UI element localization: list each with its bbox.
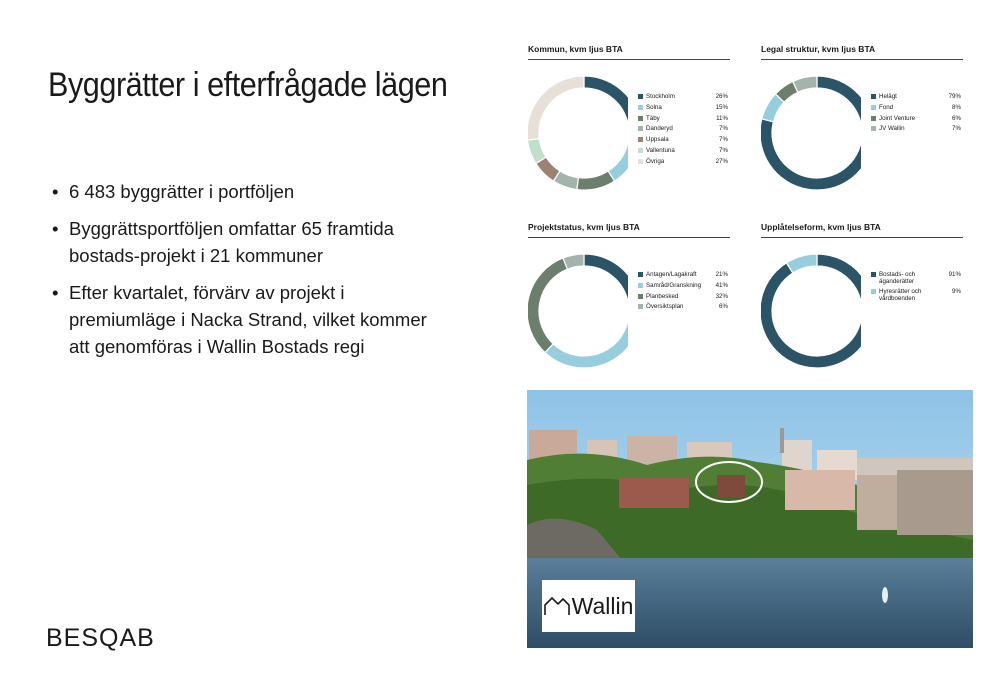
legend-label: Översiktsplan — [646, 303, 684, 311]
legend-label: Planbesked — [646, 292, 679, 300]
legend-entry — [871, 288, 961, 305]
legend-value: 7% — [719, 146, 728, 154]
legend-value: 11% — [716, 114, 728, 122]
chart-kommun — [528, 44, 730, 214]
legend-entry — [871, 271, 961, 288]
donut-slice-7 — [528, 76, 584, 140]
legend-value: 6% — [952, 114, 961, 122]
legend-entry — [871, 104, 961, 115]
legend-label: JV Wallin — [879, 125, 905, 133]
legend-swatch — [638, 94, 643, 99]
legend-swatch — [638, 126, 643, 131]
donut-slice-1 — [761, 254, 861, 368]
legend-entry — [638, 271, 728, 282]
chart-title: Kommun, kvm ljus BTA — [528, 44, 730, 60]
donut-chart — [528, 246, 628, 376]
legend-entry — [638, 282, 728, 293]
chart-title: Legal struktur, kvm ljus BTA — [761, 44, 963, 60]
page-title: Byggrätter i efterfrågade lägen — [48, 66, 448, 104]
legend-label: Hyresrätter och vårdboenden — [879, 288, 922, 302]
chart-legend — [871, 93, 961, 136]
house-outline-icon — [544, 596, 570, 616]
bullet-item: • Byggrättsportföljen omfattar 65 framtida bostads-projekt i 21 kommuner — [52, 215, 452, 269]
donut-slice-3 — [528, 258, 567, 353]
chart-legend — [638, 271, 728, 314]
besqab-logo: BESQAB — [46, 624, 155, 652]
donut-slice-1 — [584, 76, 628, 137]
chart-projektstatus — [528, 222, 730, 392]
legend-entry — [638, 147, 728, 158]
legend-value: 26% — [715, 93, 728, 100]
legend-value: 9% — [952, 288, 961, 295]
legend-value: 7% — [952, 125, 961, 133]
legend-swatch — [638, 304, 643, 309]
legend-label: Bostads- och äganderätter — [879, 271, 916, 285]
legend-label: Helägt — [879, 93, 897, 100]
legend-entry — [638, 104, 728, 115]
legend-label: Samråd/Granskning — [646, 281, 702, 289]
legend-label: Täby — [646, 114, 660, 122]
legend-entry — [638, 125, 728, 136]
legend-value: 7% — [719, 125, 728, 133]
legend-swatch — [871, 105, 876, 110]
legend-entry — [871, 93, 961, 104]
legend-value: 7% — [719, 136, 728, 144]
legend-value: 41% — [715, 281, 728, 289]
legend-entry — [871, 125, 961, 136]
nacka-strand-photo — [527, 390, 973, 648]
wallin-logo-text: Wallin — [571, 592, 634, 619]
donut-chart — [761, 246, 861, 376]
chart-legal-struktur — [761, 44, 963, 214]
legend-swatch — [871, 272, 876, 277]
legend-swatch — [638, 272, 643, 277]
legend-swatch — [638, 105, 643, 110]
legend-value: 27% — [715, 157, 728, 165]
legend-swatch — [638, 148, 643, 153]
bullet-item: • Efter kvartalet, förvärv av projekt i premiumläge i Nacka Strand, vilket kommer att genomföras i Wallin Bostads regi — [52, 279, 452, 360]
chart-title: Upplåtelseform, kvm ljus BTA — [761, 222, 963, 238]
legend-entry — [638, 136, 728, 147]
legend-entry — [638, 158, 728, 169]
legend-entry — [638, 303, 728, 314]
donut-slice-2 — [545, 297, 628, 368]
chart-upplatelseform — [761, 222, 963, 392]
donut-slice-1 — [584, 254, 628, 300]
legend-label: Stockholm — [646, 93, 675, 100]
donut-slice-2 — [608, 136, 628, 181]
legend-swatch — [871, 94, 876, 99]
legend-swatch — [871, 289, 876, 294]
chart-legend — [871, 271, 961, 305]
chart-title: Projektstatus, kvm ljus BTA — [528, 222, 730, 238]
legend-swatch — [638, 159, 643, 164]
legend-label: Solna — [646, 103, 662, 111]
bullet-list — [52, 178, 452, 370]
legend-entry — [871, 115, 961, 126]
legend-value: 15% — [715, 103, 728, 111]
chart-legend — [638, 93, 728, 169]
donut-chart — [528, 68, 628, 198]
bullet-item: • 6 483 byggrätter i portföljen — [52, 178, 452, 205]
donut-chart — [761, 68, 861, 198]
legend-value: 91% — [948, 271, 961, 278]
legend-label: Fond — [879, 103, 894, 111]
legend-entry — [638, 93, 728, 104]
legend-swatch — [871, 116, 876, 121]
legend-entry — [638, 293, 728, 304]
legend-label: Danderyd — [646, 125, 673, 133]
donut-slice-3 — [577, 171, 615, 190]
legend-swatch — [638, 116, 643, 121]
legend-label: Vallentuna — [646, 146, 675, 154]
legend-swatch — [638, 137, 643, 142]
legend-swatch — [871, 126, 876, 131]
legend-swatch — [638, 294, 643, 299]
donut-slice-2 — [786, 254, 817, 273]
legend-label: Övriga — [646, 157, 665, 165]
legend-value: 21% — [715, 271, 728, 278]
donut-slice-4 — [563, 254, 584, 269]
legend-value: 79% — [948, 93, 961, 100]
legend-label: Uppsala — [646, 136, 669, 144]
wallin-logo — [542, 580, 635, 632]
legend-value: 6% — [719, 303, 728, 311]
legend-value: 8% — [952, 103, 961, 111]
legend-value: 32% — [715, 292, 728, 300]
legend-entry — [638, 115, 728, 126]
legend-label: Joint Venture — [879, 114, 916, 122]
donut-slice-4 — [793, 76, 817, 92]
legend-label: Antagen/Lagakraft — [646, 271, 697, 278]
legend-swatch — [638, 283, 643, 288]
